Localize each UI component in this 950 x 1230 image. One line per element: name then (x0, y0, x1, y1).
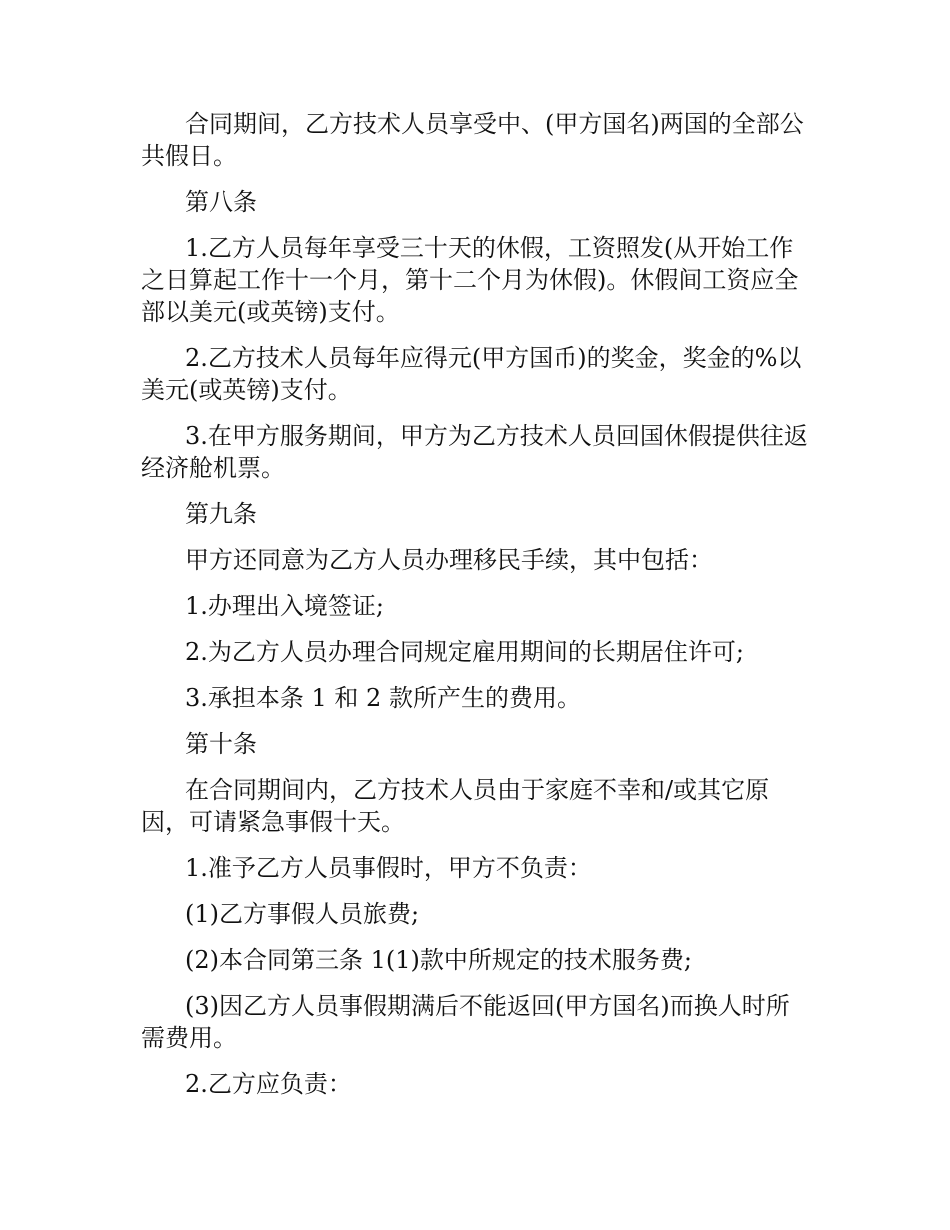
paragraph-emergency-leave: 在合同期间内，乙方技术人员由于家庭不幸和/或其它原因，可请紧急事假十天。 (141, 776, 770, 836)
list-item-leave-not-responsible: 1.准予乙方人员事假时，甲方不负责： (185, 854, 592, 882)
list-item-party-b-responsible: 2.乙方应负责： (185, 1070, 352, 1098)
list-item-service-fee: (2)本合同第三条 1(1)款中所规定的技术服务费; (185, 946, 692, 974)
paragraph-annual-leave: 1.乙方人员每年享受三十天的休假，工资照发(从开始工作之日算起工作十一个月，第十二个月为休假)。休假间工资应全部以美元(或英镑)支付。 (141, 234, 799, 326)
list-item-costs: 3.承担本条 1 和 2 款所产生的费用。 (185, 684, 581, 712)
list-item-replacement-costs: (3)因乙方人员事假期满后不能返回(甲方国名)而换人时所需费用。 (141, 992, 790, 1052)
list-item-travel-expenses: (1)乙方事假人员旅费; (185, 900, 420, 928)
paragraph-bonus: 2.乙方技术人员每年应得元(甲方国币)的奖金，奖金的%以美元(或英镑)支付。 (141, 344, 802, 404)
list-item-visa: 1.办理出入境签证; (185, 592, 384, 620)
article-9-heading: 第九条 (185, 500, 257, 528)
list-item-residence-permit: 2.为乙方人员办理合同规定雇用期间的长期居住许可; (185, 638, 744, 666)
document-body (141, 108, 809, 1114)
article-10-heading: 第十条 (185, 730, 257, 758)
article-8-heading: 第八条 (185, 188, 257, 216)
paragraph-airfare: 3.在甲方服务期间，甲方为乙方技术人员回国休假提供往返经济舱机票。 (141, 422, 808, 482)
paragraph-public-holidays: 合同期间，乙方技术人员享受中、(甲方国名)两国的全部公共假日。 (141, 110, 804, 170)
paragraph-immigration: 甲方还同意为乙方人员办理移民手续，其中包括： (185, 546, 713, 574)
